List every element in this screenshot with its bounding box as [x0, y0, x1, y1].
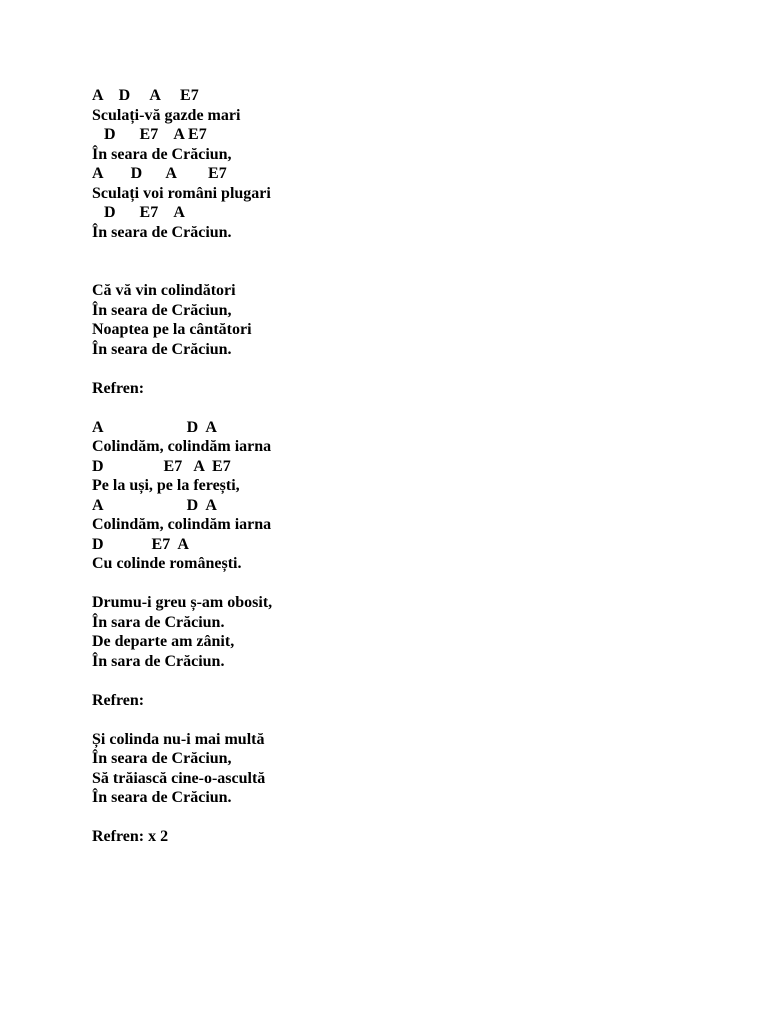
chord-line: A D A E7 — [92, 87, 199, 104]
lyric-line: Că vă vin colindători — [92, 282, 236, 299]
chord-line: D E7 A E7 — [92, 126, 207, 143]
lyric-line: În seara de Crăciun. — [92, 789, 232, 806]
spacer — [92, 671, 732, 691]
lyric-line: În seara de Crăciun, — [92, 301, 232, 319]
lyric-line: Noaptea pe la cântători — [92, 321, 252, 338]
lyric-line: Sculați voi români plugari — [92, 184, 271, 202]
chord-line: A D A E7 — [92, 165, 227, 182]
lyric-line: Și colinda nu-i mai multă — [92, 730, 265, 748]
spacer — [92, 242, 732, 281]
document-page — [92, 86, 732, 847]
chord-line: D E7 A — [92, 535, 189, 553]
lyric-line: Colindăm, colindăm iarna — [92, 438, 272, 455]
lyric-line: Pe la uși, pe la ferești, — [92, 477, 240, 494]
lyric-line: În sara de Crăciun. — [92, 652, 225, 670]
spacer — [92, 808, 732, 828]
lyric-line: De departe am zânit, — [92, 633, 235, 650]
refren-label: Refren: — [92, 379, 145, 397]
lyric-line: În seara de Crăciun. — [92, 340, 232, 358]
chord-line: A D A — [92, 418, 217, 436]
verse-2 — [92, 281, 732, 359]
lyric-line: În seara de Crăciun. — [92, 223, 232, 241]
lyric-line: În seara de Crăciun, — [92, 750, 232, 767]
chorus — [92, 418, 732, 574]
verse-3 — [92, 593, 732, 671]
chord-line: D E7 A — [92, 204, 185, 221]
lyric-line: Cu colinde românești. — [92, 555, 242, 572]
lyric-line: Colindăm, colindăm iarna — [92, 516, 272, 533]
verse-4 — [92, 730, 732, 808]
lyric-line: În seara de Crăciun, — [92, 145, 232, 163]
spacer — [92, 359, 732, 379]
verse-1 — [92, 86, 732, 242]
lyric-line: Să trăiască cine-o-ascultă — [92, 769, 266, 787]
lyric-line: Drumu-i greu ș-am obosit, — [92, 594, 273, 611]
spacer — [92, 574, 732, 594]
refren-label: Refren: — [92, 691, 145, 709]
chord-line: D E7 A E7 — [92, 457, 231, 475]
spacer — [92, 710, 732, 730]
lyric-line: Sculați-vă gazde mari — [92, 106, 241, 124]
spacer — [92, 398, 732, 418]
refren-label: Refren: x 2 — [92, 828, 169, 845]
lyric-line: În sara de Crăciun. — [92, 613, 225, 631]
chord-line: A D A — [92, 496, 217, 514]
